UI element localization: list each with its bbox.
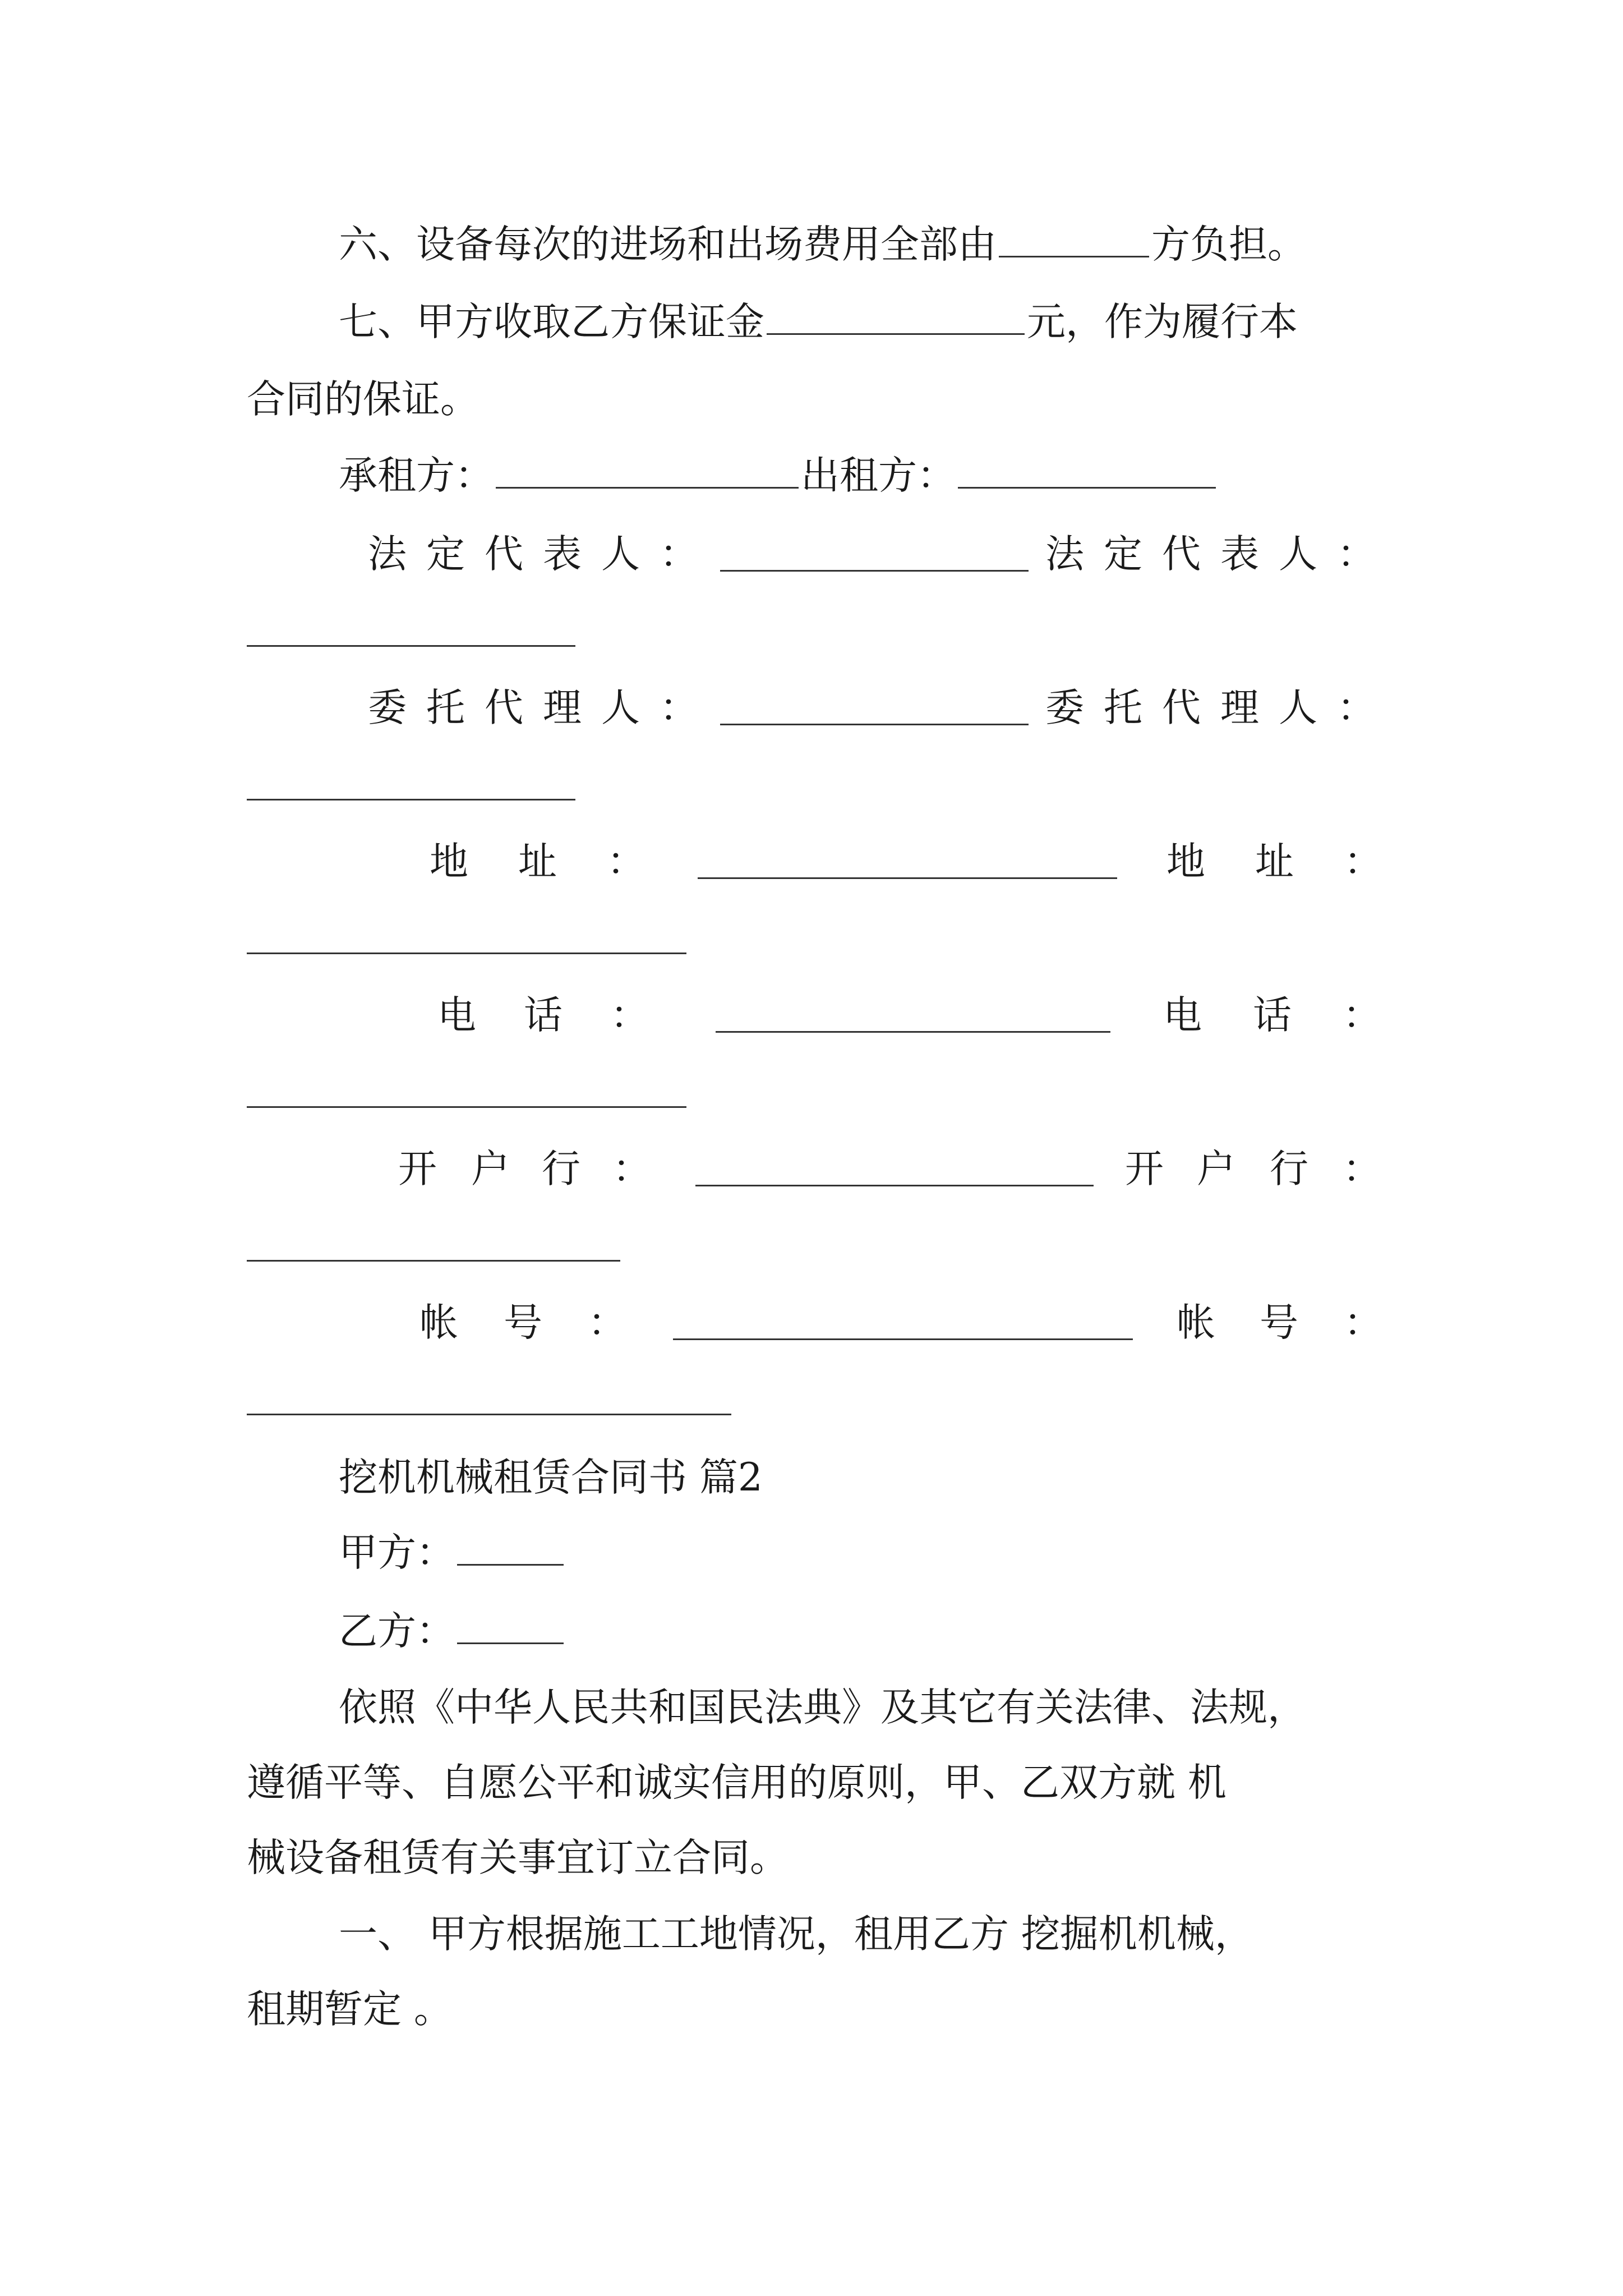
- party-a-row: [339, 1526, 566, 1580]
- legal-rep-char-12: ：: [1337, 532, 1376, 577]
- account-char-6: ：: [1344, 1300, 1382, 1345]
- legal-rep-char-8: 定: [1104, 532, 1142, 577]
- legal-rep-char-2: 定: [426, 532, 465, 577]
- agent-char-5: 人: [601, 685, 640, 730]
- phone-lessee-blank[interactable]: [716, 1031, 1110, 1033]
- account-char-3: ：: [588, 1300, 626, 1345]
- agent-lessor-blank[interactable]: [247, 799, 575, 800]
- account-char-4: 帐: [1177, 1300, 1215, 1345]
- agent-char-6: ：: [660, 685, 698, 730]
- bank-char-6: 户: [1197, 1147, 1235, 1191]
- phone-char-6: ：: [1343, 993, 1381, 1038]
- address-char-1: 地: [430, 839, 468, 884]
- phone-char-1: 电: [437, 993, 476, 1038]
- address-char-2: 址: [518, 839, 557, 884]
- clause-7-suffix: 元，作为履行本: [1027, 300, 1298, 344]
- phone-char-4: 电: [1163, 993, 1202, 1038]
- clause-1-line-1: 一、 甲方根据施工工地情况，租用乙方 挖掘机机械，: [339, 1912, 1253, 1957]
- party-a-label: 甲方：: [339, 1530, 455, 1575]
- party-b-row: [339, 1604, 566, 1658]
- bank-lessor-blank[interactable]: [247, 1260, 620, 1262]
- agent-lessee-blank[interactable]: [720, 724, 1029, 725]
- legal-rep-char-4: 表: [543, 532, 582, 577]
- clause-6-blank[interactable]: [999, 221, 1149, 257]
- intro-line-1: 依照《中华人民共和国民法典》及其它有关法律、法规，: [339, 1685, 1306, 1730]
- account-char-1: 帐: [419, 1300, 458, 1345]
- account-lessor-blank[interactable]: [247, 1414, 731, 1415]
- clause-6-suffix: 方负担。: [1151, 222, 1306, 267]
- legal-rep-char-3: 代: [485, 532, 523, 577]
- party-b-blank[interactable]: [457, 1608, 564, 1644]
- bank-char-2: 户: [471, 1147, 510, 1191]
- bank-char-5: 开: [1125, 1147, 1164, 1191]
- address-lessor-blank[interactable]: [247, 953, 686, 954]
- account-row: [0, 1296, 1623, 1350]
- address-row: [0, 835, 1623, 889]
- clause-6: [339, 218, 1306, 272]
- lessor-blank[interactable]: [958, 452, 1216, 489]
- clause-7-line2: 合同的保证。: [247, 377, 479, 422]
- legal-rep-char-1: 法: [368, 532, 407, 577]
- party-b-label: 乙方：: [339, 1609, 455, 1654]
- bank-char-4: ：: [612, 1147, 651, 1191]
- bank-char-8: ：: [1343, 1147, 1381, 1191]
- account-char-5: 号: [1260, 1300, 1298, 1345]
- address-char-4: 地: [1166, 839, 1205, 884]
- agent-char-2: 托: [426, 685, 465, 730]
- account-lessee-blank[interactable]: [673, 1338, 1133, 1340]
- bank-row: [0, 1142, 1623, 1196]
- agent-char-3: 代: [485, 685, 523, 730]
- legal-rep-lessor-blank[interactable]: [247, 645, 575, 647]
- clause-7: [339, 295, 1298, 349]
- agent-char-9: 代: [1162, 685, 1201, 730]
- legal-rep-char-7: 法: [1045, 532, 1084, 577]
- parties-signature-row: [339, 449, 1218, 503]
- agent-char-11: 人: [1279, 685, 1317, 730]
- phone-lessor-blank[interactable]: [247, 1106, 686, 1108]
- agent-char-7: 委: [1045, 685, 1084, 730]
- phone-char-3: ：: [610, 993, 649, 1038]
- legal-rep-char-5: 人: [601, 532, 640, 577]
- bank-char-7: 行: [1270, 1147, 1308, 1191]
- address-char-3: ：: [607, 839, 645, 884]
- clause-1-line-2: 租期暂定 。: [247, 1987, 453, 2032]
- account-char-2: 号: [504, 1300, 542, 1345]
- address-lessee-blank[interactable]: [698, 877, 1117, 879]
- legal-rep-char-10: 表: [1220, 532, 1259, 577]
- agent-char-10: 理: [1220, 685, 1259, 730]
- address-char-6: ：: [1344, 839, 1382, 884]
- lessee-label: 承租方：: [339, 453, 494, 498]
- bank-char-3: 行: [542, 1147, 580, 1191]
- address-char-5: 址: [1255, 839, 1294, 884]
- agent-row: [0, 681, 1623, 735]
- phone-row: [0, 988, 1623, 1042]
- legal-rep-lessee-blank[interactable]: [720, 570, 1029, 572]
- legal-rep-row: [0, 527, 1623, 581]
- intro-line-3: 械设备租赁有关事宜订立合同。: [247, 1835, 789, 1880]
- legal-rep-char-6: ：: [660, 532, 698, 577]
- intro-line-2: 遵循平等、自愿公平和诚实信用的原则，甲、乙双方就 机: [247, 1760, 1227, 1805]
- lessor-label: 出租方：: [801, 453, 956, 498]
- section-2-heading: 挖机机械租赁合同书 篇2: [339, 1455, 763, 1500]
- bank-char-1: 开: [398, 1147, 437, 1191]
- deposit-blank[interactable]: [767, 298, 1025, 335]
- legal-rep-char-9: 代: [1162, 532, 1201, 577]
- agent-char-12: ：: [1337, 685, 1376, 730]
- bank-lessee-blank[interactable]: [695, 1185, 1094, 1186]
- agent-char-4: 理: [543, 685, 582, 730]
- agent-char-8: 托: [1104, 685, 1142, 730]
- phone-char-2: 话: [524, 993, 562, 1038]
- clause-6-prefix: 六、设备每次的进场和出场费用全部由: [339, 222, 997, 267]
- clause-7-prefix: 七、甲方收取乙方保证金: [339, 300, 764, 344]
- phone-char-5: 话: [1253, 993, 1292, 1038]
- legal-rep-char-11: 人: [1279, 532, 1317, 577]
- agent-char-1: 委: [368, 685, 407, 730]
- party-a-blank[interactable]: [457, 1529, 564, 1566]
- lessee-blank[interactable]: [496, 452, 799, 489]
